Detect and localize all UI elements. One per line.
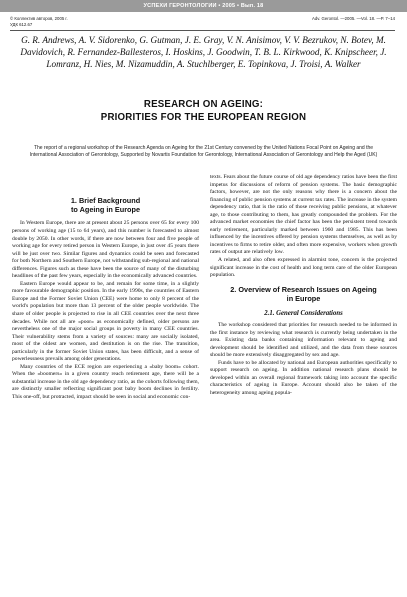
- paragraph: Eastern Europe would appear to be, and remain for some time, in a slightly more favourable demographic position. In the early 1990s, the countries of Eastern Europe and the Former Soviet Union (CEE) were home to only 8 percent of the world's population but more than 13 percent of the older people worldwide. The share of older people is projected to rise in all CEE countries over the next three decades. While not all are «poor» as economically defined, older persons are nevertheless one of the major social groups in poverty in many CEE countries. Their vulnerability stems from a variety of sources: many are socially isolated, most of the oldest are women, and destitution is on the rise. The transition, particularly in the former Soviet Union states, has been difficult, and a sense of powerlessness prevails among older generations.: [12, 280, 199, 363]
- paragraph: texts. Fears about the future course of old age dependency ratios have been the first impetus for discussions of reform of pension systems. The basic demographic factors, however, are not the only reasons why there is a concern about the financing of public pension systems at current tax rates. The increase in the system dependency ratio, that is the ratio of those receiving public pensions, at whatever age, to those contributing to them, has greatly compounded the problem. For the advanced market economies the chief factor has been the persistent trend towards early retirement, particularly marked between 1960 and 1985. This has been influenced by the incentives offered by pension systems themselves, as well as by incentives to firms to retire older, and often more expensive, workers when growth rates of output are relatively low.: [210, 174, 397, 256]
- header-rule: [10, 30, 395, 31]
- article-meta-left: [10, 16, 150, 28]
- journal-header-bar: УСПЕХИ ГЕРОНТОЛОГИИ • 2005 • Вып. 18: [0, 0, 407, 12]
- title-line-1: RESEARCH ON AGEING:: [143, 99, 264, 110]
- section-2-heading-line-2: in Europe: [286, 293, 321, 303]
- copyright-line: © Коллектив авторов, 2005 г.: [10, 16, 68, 21]
- section-1-heading: [12, 196, 199, 214]
- paragraph: The workshop considered that priorities for research needed to be informed in the first instance by reviewing what research is currently being undertaken in the area. Existing data banks containing information relevant to ageing and development should be identified and utilized, and the data from these sources should be more extensively disaggregated by sex and age.: [210, 322, 397, 359]
- article-title: [10, 99, 397, 124]
- left-column: [12, 196, 199, 402]
- udc-code: УДК 612.67: [10, 22, 33, 27]
- paragraph: In Western Europe, there are at present about 25 persons over 65 for every 100 persons of working age (15 to 64 years), and this number is forecasted to almost double by 2050. In other words, if there are now between four and five people of working age for every retired person in Western Europe, in just over 45 years there will be just over two. Similar figures and dynamics could be seen and forecasted for both Northern and Southern Europe, not withstanding sub-regional and national differences. Figures such as these have been the source of many of the disturbing headlines of the past few years, especially in the economically advanced countries.: [12, 220, 199, 280]
- title-line-2: PRIORITIES FOR THE EUROPEAN REGION: [100, 111, 307, 123]
- paragraph: Funds have to be allocated by national and European authorities specifically to support research on ageing. In addition national research plans should be developed within an overall regional framework taking into account the specific characteristics of ageing in Europe. Account should also be taken of the heterogeneity among ageing popula-: [210, 359, 397, 396]
- section-2-heading-line-1: 2. Overview of Research Issues on Ageing: [230, 284, 377, 294]
- citation-line: Adv. Gerontol. —2005. —Vol. 18. —P. 7–14: [312, 16, 395, 21]
- section-2-heading: [210, 285, 397, 303]
- paragraph: Many countries of the ECE region are experiencing a «baby boom» cohort. When the «boomers» in a given country reach retirement age, there will be a substantial increase in the old age dependency ratio, as the cohorts following them, are distinctly smaller reflecting significant post baby boom declines in fertility. This one-off, but protracted, impact should be seen in social and economic con-: [12, 363, 199, 400]
- subsection-2-1-heading: 2.1. General Considerations: [264, 310, 343, 318]
- author-list: G. R. Andrews, A. V. Sidorenko, G. Gutman, J. E. Gray, V. N. Anisimov, V. V. Bezrukov, N. Botev, M. Davidovich, R. Fernandez-Ballesteros, I. Hoskins, J. Goodwin, T. B. L. Kirkwood, K. Knipscheer, J. Lomranz, H. Nies, M. Nizamuddin, A. Stuchlberger, E. Topinkova, J. Troisi, A. Walker: [20, 35, 387, 69]
- section-1-heading-line-1: 1. Brief Background: [70, 196, 141, 205]
- abstract: The report of a regional workshop of the Research Agenda on Ageing for the 21st Century convened by the United Nations Focal Point on Ageing and the International Association of Gerontology, Supported by Novartis Foundation for Gerontology, International Association of Gerontology and Help the Aged (UK): [29, 145, 378, 159]
- paragraph: A related, and also often expressed in alarmist tone, concern is the projected significant increase in the cost of health and long term care of the older European population.: [210, 257, 397, 279]
- right-column: [210, 174, 397, 398]
- section-1-heading-line-2: to Ageing in Europe: [70, 205, 141, 215]
